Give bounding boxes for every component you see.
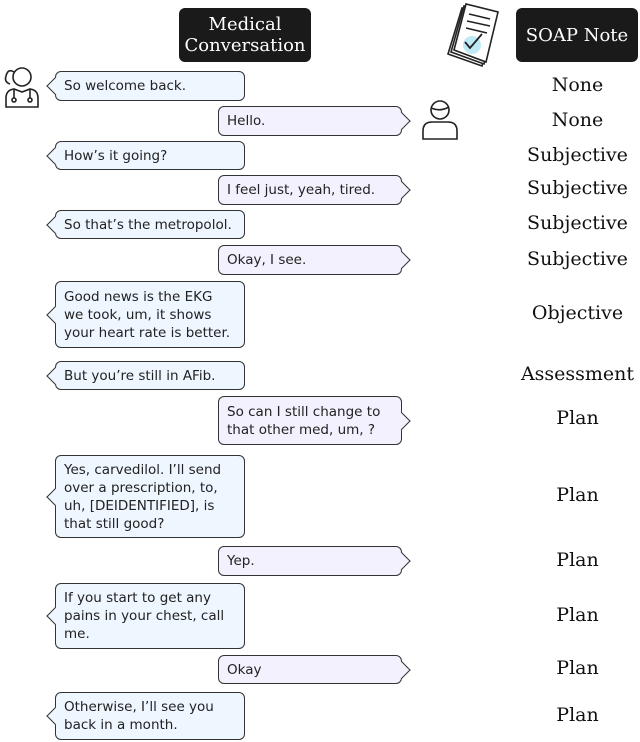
bubble-tail bbox=[392, 181, 410, 199]
doctor-message-bubble bbox=[55, 71, 245, 101]
soap-label: Subjective bbox=[527, 144, 628, 166]
patient-message-bubble bbox=[218, 396, 402, 445]
bubble-tail bbox=[392, 411, 410, 429]
doctor-message-bubble bbox=[55, 361, 245, 390]
message-text: Okay bbox=[227, 661, 262, 678]
soap-label: Plan bbox=[556, 657, 599, 679]
medical-conversation-header bbox=[179, 8, 311, 62]
soap-label: Plan bbox=[556, 484, 599, 506]
soap-label: Subjective bbox=[527, 177, 628, 199]
bubble-tail bbox=[46, 77, 64, 95]
patient-icon bbox=[418, 98, 462, 142]
soap-label: Plan bbox=[556, 549, 599, 571]
doctor-message-bubble bbox=[55, 141, 245, 170]
message-text: If you start to get any pains in your chest, call me. bbox=[64, 590, 225, 642]
message-text: Yep. bbox=[227, 553, 255, 569]
bubble-tail bbox=[46, 215, 64, 233]
message-text: So welcome back. bbox=[64, 78, 187, 94]
bubble-tail bbox=[46, 146, 64, 164]
document-check-icon bbox=[442, 2, 512, 68]
patient-message-bubble bbox=[218, 245, 402, 275]
doctor-message-bubble bbox=[55, 455, 245, 538]
doctor-message-bubble bbox=[55, 583, 245, 649]
bubble-tail bbox=[46, 707, 64, 725]
soap-label: Plan bbox=[556, 604, 599, 626]
soap-label: Subjective bbox=[527, 212, 628, 234]
message-text: So that’s the metropolol. bbox=[64, 216, 232, 233]
soap-label: Assessment bbox=[520, 363, 635, 385]
bubble-tail bbox=[392, 251, 410, 269]
patient-message-bubble bbox=[218, 655, 402, 684]
bubble-tail bbox=[46, 305, 64, 323]
bubble-tail bbox=[392, 552, 410, 570]
soap-label: None bbox=[551, 74, 604, 96]
doctor-icon bbox=[0, 62, 44, 110]
bubble-tail bbox=[392, 112, 410, 130]
message-text: How’s it going? bbox=[64, 147, 168, 164]
patient-message-bubble bbox=[218, 546, 402, 576]
doctor-message-bubble bbox=[55, 210, 245, 239]
header-text: SOAP Note bbox=[525, 24, 629, 46]
message-text: Yes, carvedilol. I’ll send over a prescription, to, uh, [DEIDENTIFIED], is that still good? bbox=[64, 461, 222, 532]
soap-label: Subjective bbox=[527, 248, 628, 270]
soap-label: Objective bbox=[531, 302, 624, 324]
doctor-message-bubble bbox=[55, 692, 245, 740]
soap-label: Plan bbox=[556, 407, 599, 429]
message-text: Hello. bbox=[227, 113, 266, 129]
patient-message-bubble bbox=[218, 175, 402, 205]
message-text: Okay, I see. bbox=[227, 252, 307, 268]
doctor-message-bubble bbox=[55, 281, 245, 348]
message-text: Otherwise, I’ll see you back in a month. bbox=[64, 699, 214, 733]
message-text: I feel just, yeah, tired. bbox=[227, 182, 376, 198]
message-text: Good news is the EKG we took, um, it shows your heart rate is better. bbox=[64, 288, 231, 341]
bubble-tail bbox=[46, 366, 64, 384]
message-text: But you’re still in AFib. bbox=[64, 367, 216, 384]
header-text: Medical Conversation bbox=[184, 14, 306, 56]
bubble-tail bbox=[46, 487, 64, 505]
soap-label: None bbox=[551, 109, 604, 131]
bubble-tail bbox=[46, 607, 64, 625]
message-text: So can I still change to that other med, um, ? bbox=[227, 403, 381, 438]
patient-message-bubble bbox=[218, 106, 402, 136]
bubble-tail bbox=[392, 660, 410, 678]
soap-label: Plan bbox=[556, 704, 599, 726]
soap-note-header bbox=[516, 8, 638, 62]
